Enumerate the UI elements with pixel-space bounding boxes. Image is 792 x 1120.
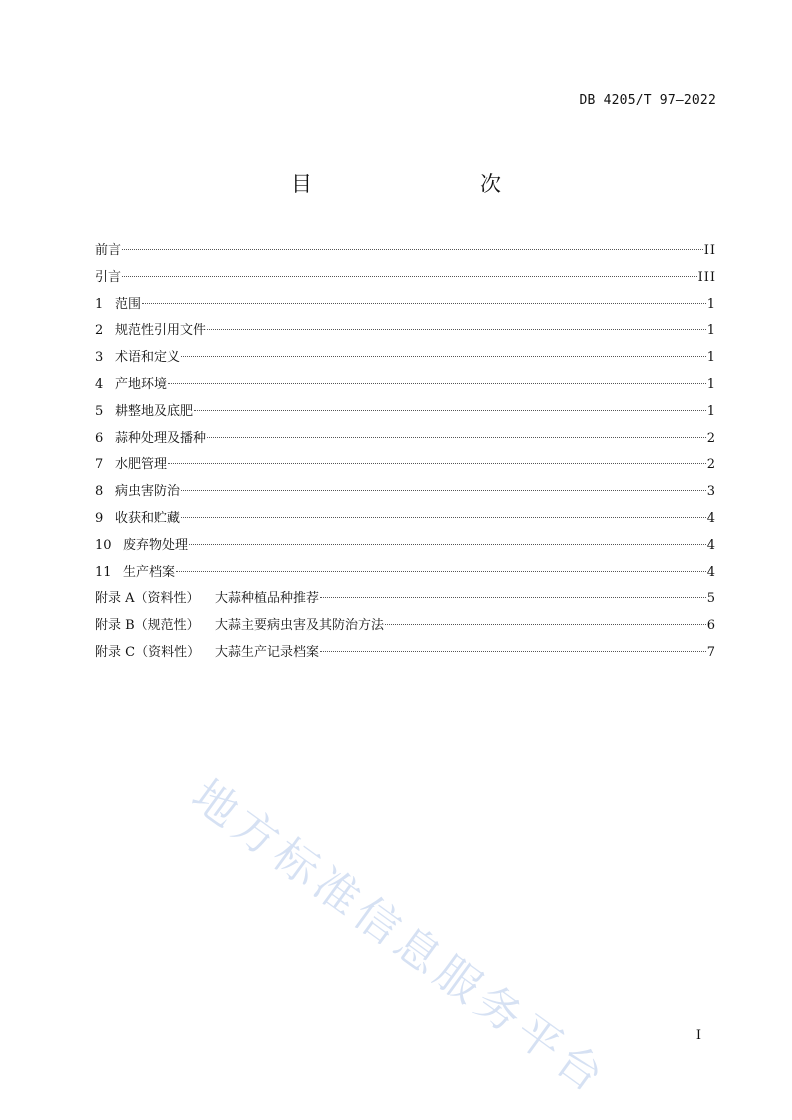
dot-leader	[142, 303, 706, 304]
toc-entry-label: 前言	[95, 243, 122, 258]
toc-entry-label: 大蒜种植品种推荐	[215, 591, 320, 607]
toc-entry-page: 2	[706, 430, 716, 446]
dot-leader	[181, 517, 706, 518]
toc-entry-label: 引言	[95, 269, 122, 285]
toc-entry-section-10[interactable]	[95, 533, 716, 560]
toc-entry-label: 生产档案	[123, 564, 176, 580]
toc-entry-page: III	[697, 269, 716, 285]
dot-leader	[176, 571, 706, 572]
toc-entry-label: 水肥管理	[115, 457, 168, 473]
page-title: 目 次	[291, 172, 543, 196]
toc-entry-label: 大蒜生产记录档案	[215, 644, 320, 660]
toc-entry-label: 蒜种处理及播种	[115, 430, 207, 446]
toc-entry-section-9[interactable]	[95, 506, 716, 533]
toc-entry-page: II	[703, 243, 716, 258]
toc-entry-section-4[interactable]	[95, 372, 716, 399]
toc-entry-page: 4	[706, 537, 716, 553]
toc-entry-section-8[interactable]	[95, 479, 716, 506]
toc-entry-page: 1	[706, 376, 716, 392]
toc-entry-label: 收获和贮藏	[115, 510, 181, 526]
dot-leader	[181, 490, 706, 491]
dot-leader	[189, 544, 706, 545]
dot-leader	[207, 329, 706, 330]
toc-entry-number: 11	[95, 564, 112, 580]
toc-entry-section-5[interactable]	[95, 399, 716, 426]
document-code: DB 4205/T 97—2022	[579, 93, 716, 108]
toc-entry-section-7[interactable]	[95, 452, 716, 479]
table-of-contents	[95, 238, 716, 667]
toc-entry-page: 4	[706, 510, 716, 526]
dot-leader	[122, 249, 703, 250]
toc-entry-label: 废弃物处理	[123, 537, 189, 553]
toc-entry-number: 附录 B（规范性）	[95, 618, 200, 634]
toc-entry-page: 1	[706, 350, 716, 366]
toc-entry-page: 1	[706, 403, 716, 419]
toc-entry-number: 10	[95, 537, 112, 553]
toc-entry-number: 2	[95, 323, 104, 339]
dot-leader	[122, 276, 697, 277]
dot-leader	[207, 437, 706, 438]
dot-leader	[168, 463, 706, 464]
toc-entry-page: 1	[706, 296, 716, 312]
toc-entry-number: 附录 C（资料性）	[95, 644, 201, 660]
toc-entry-number: 8	[95, 484, 104, 500]
toc-entry-section-11[interactable]	[95, 560, 716, 587]
toc-entry-page: 1	[706, 323, 716, 339]
toc-entry-number: 5	[95, 403, 104, 419]
toc-entry-label: 规范性引用文件	[115, 323, 207, 339]
toc-entry-annex-a[interactable]	[95, 586, 716, 613]
toc-entry-label: 范围	[115, 296, 142, 312]
toc-entry-section-1[interactable]	[95, 292, 716, 319]
dot-leader	[194, 410, 706, 411]
toc-entry-foreword[interactable]	[95, 238, 716, 265]
watermark: 地方标准信息服务平台	[182, 770, 617, 1106]
page-number: I	[695, 1028, 701, 1043]
toc-entry-number: 3	[95, 350, 104, 366]
toc-entry-number: 1	[95, 296, 104, 312]
toc-entry-label: 术语和定义	[115, 350, 181, 366]
toc-entry-number: 4	[95, 376, 104, 392]
toc-entry-label: 产地环境	[115, 376, 168, 392]
toc-entry-section-2[interactable]	[95, 318, 716, 345]
toc-entry-label: 病虫害防治	[115, 484, 181, 500]
dot-leader	[320, 597, 706, 598]
toc-entry-label: 大蒜主要病虫害及其防治方法	[215, 618, 385, 634]
toc-entry-introduction[interactable]	[95, 265, 716, 292]
toc-entry-page: 7	[706, 644, 716, 660]
dot-leader	[320, 651, 706, 652]
toc-entry-annex-c[interactable]	[95, 640, 716, 667]
toc-entry-annex-b[interactable]	[95, 613, 716, 640]
toc-entry-section-3[interactable]	[95, 345, 716, 372]
toc-entry-number: 7	[95, 457, 104, 473]
toc-entry-label: 耕整地及底肥	[115, 403, 194, 419]
dot-leader	[385, 624, 706, 625]
toc-entry-page: 3	[706, 484, 716, 500]
toc-entry-section-6[interactable]	[95, 426, 716, 453]
toc-entry-number: 9	[95, 510, 104, 526]
toc-entry-page: 5	[706, 591, 716, 607]
toc-entry-page: 2	[706, 457, 716, 473]
toc-entry-page: 6	[706, 618, 716, 634]
dot-leader	[168, 383, 706, 384]
toc-entry-page: 4	[706, 564, 716, 580]
toc-entry-number: 附录 A（资料性）	[95, 591, 200, 607]
toc-entry-number: 6	[95, 430, 104, 446]
dot-leader	[181, 356, 706, 357]
